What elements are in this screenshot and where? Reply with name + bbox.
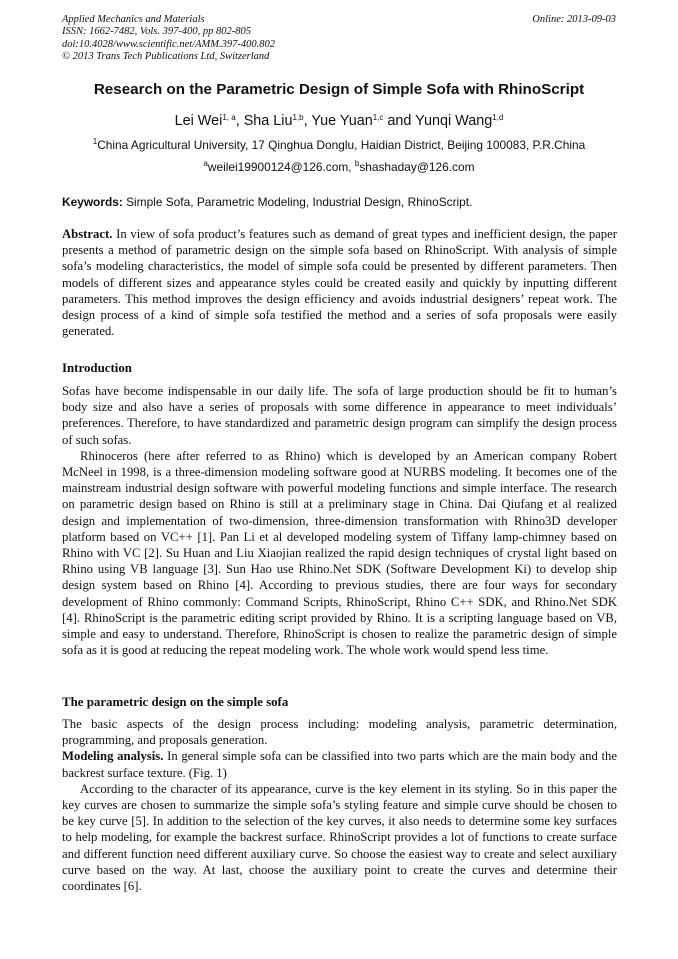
introduction-body	[62, 383, 617, 658]
author-sup: 1,c	[372, 113, 384, 122]
email-sup: b	[354, 159, 360, 168]
journal-header	[62, 14, 616, 64]
paper-title: Research on the Parametric Design of Simple Sofa with RhinoScript	[93, 81, 585, 98]
abstract-label: Abstract.	[62, 227, 113, 241]
intro-paragraph-1: Sofas have become indispensable in our daily life. The sofa of large production should be fit to human’s body size and also have a series of proposals with some difference in appearance to meet individuals’ preferences. Therefore, to have standardized and parametric design program can simplify the design process of such sofas.	[62, 384, 617, 447]
author-sep: ,	[303, 113, 312, 129]
author-sup: 1,d	[492, 113, 504, 122]
parametric-paragraph-3: According to the character of its appearance, curve is the key element in its styling. So in this paper the key curves are chosen to summarize the simple sofa’s styling feature and simple curve should be chosen to be key curve [5]. In addition to the selection of the key curves, it also needs to determine some key surfaces to help modeling, for example the backrest surface. RhinoScript provides a lot of functions to create surface and different function need different auxiliary curve. So choose the easiest way to create and select auxiliary curve based on the way. At last, choose the auxiliary point to create the curves and determine their coordinates [6].	[62, 781, 617, 894]
intro-paragraph-2: Rhinoceros (here after referred to as Rhino) which is developed by an American company Robert McNeel in 1998, is a three-dimension modeling software good at NURBS modeling. It becomes one of the mainstream industrial design software with powerful modeling functions and simple interface. The research on parametric design based on Rhino is still at a preliminary stage in China. Dai Qiufang et al realized design and implementation of two-dimension, three-dimension transformation with Rhino3D developer platform based on VC++ [1]. Pan Li et al developed modeling system of Tiffany lamp-chimney based on Rhino with VC [2]. Su Huan and Liu Xiaojian realized the rapid design techniques of crystal light based on Rhino using VB language [3]. Sun Hao use Rhino.Net SDK (Software Development Ki) to develop ship design system based on Rhino [4]. According to previous studies, there are four ways for secondary development of Rhino commonly: Command Scripts, RhinoScript, Rhino C++ SDK, and Rhino.Net SDK [4]. RhinoScript is the parametric editing script provided by Rhino. It is a scripting language based on VB, simple and easy to understand. Therefore, RhinoScript is chosen to realize the parametric design of simple sofa as it is good at reducing the repeat modeling work. The whole work would spend less time.	[62, 448, 617, 658]
parametric-design-body	[62, 716, 617, 894]
parametric-design-heading: The parametric design on the simple sofa	[62, 695, 289, 709]
author-emails	[40, 160, 638, 174]
author-sup: 1,b	[292, 113, 304, 122]
abstract	[62, 226, 617, 339]
author-sup: 1, a	[222, 113, 236, 122]
author-name: Sha Liu	[243, 113, 293, 129]
author-name: Lei Wei	[174, 113, 223, 129]
author-name: Yue Yuan	[311, 113, 373, 129]
author-sep: and	[383, 113, 416, 129]
affiliation	[40, 138, 638, 152]
keywords-label: Keywords:	[62, 195, 123, 209]
affiliation-text: China Agricultural University, 17 Qinghua Donglu, Haidian District, Beijing 100083, P.R.China	[97, 138, 586, 152]
author-list	[40, 113, 638, 129]
affiliation-sup: 1	[92, 137, 98, 146]
modeling-analysis-label: Modeling analysis.	[62, 749, 164, 764]
online-date: Online: 2013-09-03	[532, 14, 616, 25]
parametric-paragraph-1: The basic aspects of the design process including: modeling analysis, parametric determination, programming, and proposals generation.	[62, 717, 617, 748]
author-name: Yunqi Wang	[415, 113, 493, 129]
keywords-text: Simple Sofa, Parametric Modeling, Industrial Design, RhinoScript.	[122, 195, 473, 209]
email-address: shashaday@126.com	[359, 160, 475, 174]
email-sep: ,	[348, 160, 355, 174]
author-sep: ,	[235, 113, 244, 129]
parametric-paragraph-2	[62, 748, 617, 780]
email-address: weilei19900124@126.com	[207, 160, 349, 174]
journal-issn: ISSN: 1662-7482, Vols. 397-400, pp 802-805	[62, 26, 251, 38]
journal-doi: doi:10.4028/www.scientific.net/AMM.397-400.802	[62, 38, 275, 50]
journal-name: Applied Mechanics and Materials	[62, 14, 205, 25]
journal-copyright: © 2013 Trans Tech Publications Ltd, Switzerland	[62, 51, 270, 63]
modeling-analysis-text: In general simple sofa can be classified into two parts which are the main body and the backrest surface texture. (Fig. 1)	[62, 749, 618, 780]
abstract-text: In view of sofa product’s features such as demand of great types and inefficient design, the paper presents a method of parametric design on the simple sofa based on RhinoScript. With analysis of simple sofa’s modeling characteristics, the model of simple sofa could be presented by different parameters. Then models of different sizes and appearance styles could be created easily and quickly by inputting different parameters. This method improves the design efficiency and avoids industrial designers’ repeat work. The design process of a kind of simple sofa testified the method and a series of sofa proposals were easily generated.	[62, 227, 617, 339]
introduction-heading: Introduction	[62, 361, 132, 375]
email-sup: a	[203, 159, 208, 168]
keywords	[62, 195, 622, 209]
